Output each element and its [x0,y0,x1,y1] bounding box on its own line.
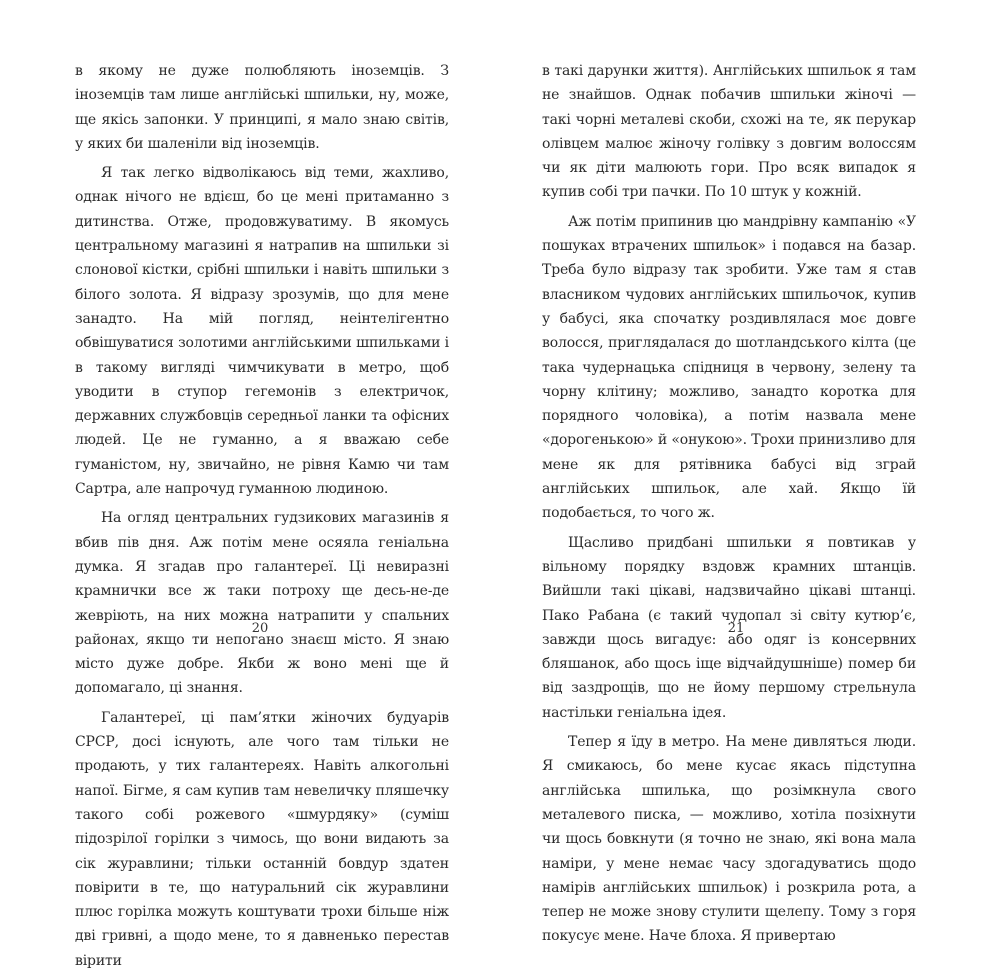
paragraph: Я так легко відволікаюсь від теми, жахливо, однак нічого не вдієш, бо це мені притаманно з дитинства. Отже, продовжуватиму. В якомусь центральному магазині я натрапив на шпильки зі слонової кістки, срібні шпильки і навіть шпильки з білого золота. Я відразу зрозумів, що для мене занадто. На мій погляд, неінтелігентно обвішуватися золотими англійськими шпильками і в такому вигляді чимчикувати в метро, щоб уводити в ступор гегемонів з електричок, державних службовців середньої ланки та офісних людей. Це не гуманно, а я вважаю себе гуманістом, ну, звичайно, не рівня Камю чи там Сартра, але напрочуд гуманною людиною. [75,165,449,498]
paragraph: Аж потім припинив цю мандрівну кампанію «У пошуках втрачених шпильок» і подався на базар. Треба було відразу так зробити. Уже там я став власником чудових англійських шпильочок, купив у бабусі, яка спочатку роздивлялася моє довге волосся, приглядалася до шотландського кілта (це така чудернацька спідниця в червону, зелену та чорну клітину; можливо, занадто коротка для порядного чоловіка), а потім назвала мене «дорогенькою» й «онукою». Трохи принизливо для мене як для рятівника бабусі від зграй англійських шпильок, але хай. Якщо їй подобається, то чого ж. [542,213,916,522]
paragraph: Галантереї, ці пам’ятки жіночих будуарів СРСР, досі існують, але чого там тільки не продають, у тих галантереях. Навіть алкогольні напої. Бігме, я сам купив там невеличку пляшечку такого собі рожевого «шмурдяку» (суміш підозрілої горілки з чимось, що вони видають за сік журавлини; тільки останній бовдур здатен повірити в те, що натуральний сік журавлини плюс горілка можуть коштувати трохи більше ніж дві гривні, а щодо мене, то я давненько перестав вірити [75,709,449,969]
left-page-number: 20 [251,621,269,636]
paragraph: Тепер я їду в метро. На мене дивляться люди. Я смикаюсь, бо мене кусає якась підступна англійська шпилька, що розімкнула свого металевого писка, — можливо, хотіла позіхнути чи щось бовкнути (я точно не знаю, які вона мала наміри, у мене немає часу здогадуватись щодо намірів англійських шпильок) і розкрила рота, а тепер не може знову стулити щелепу. Тому з горя покусує мене. Наче блоха. Я привертаю [542,734,916,945]
paragraph: в такі дарунки життя). Англійських шпильок я там не знайшов. Однак побачив шпильки жіночі — такі чорні металеві скоби, схожі на те, як перукар олівцем малює жіночу голівку з довгим волоссям чи як діти малюють гори. Про всяк випадок я купив собі три пачки. По 10 штук у кожній. [542,63,916,201]
paragraph: На огляд центральних гудзикових магазинів я вбив пів дня. Аж потім мене осяяла геніальна думка. Я згадав про галантереї. Ці невиразні крамнички все ж таки потроху ще десь-не-де жевріють, на них можна натрапити у спальних районах, якщо ти непогано знаєш місто. Я знаю місто дуже добре. Якби ж воно мені ще й допомагало, ці знання. [75,510,449,697]
left-page-text [75,59,449,978]
right-page-text [542,59,916,954]
paragraph: Щасливо придбані шпильки я повтикав у вільному порядку вздовж крамних штанців. Вийшли такі цікаві, надзвичайно цікаві штанці. Пако Рабана (є такий чудопал зі світу кутюр’є, завжди щось вигадує: або одяг із консервних бляшанок, або щось іще відчайдушніше) помер би від заздрощів, що не йому першому стрельнула настільки геніальна ідея. [542,534,916,721]
paragraph: в якому не дуже полюбляють іноземців. З іноземців там лише англійські шпильки, ну, може, ще якісь запонки. У принципі, я мало знаю світів, у яких би шаленіли від іноземців. [75,63,449,152]
right-page-number: 21 [727,621,745,636]
